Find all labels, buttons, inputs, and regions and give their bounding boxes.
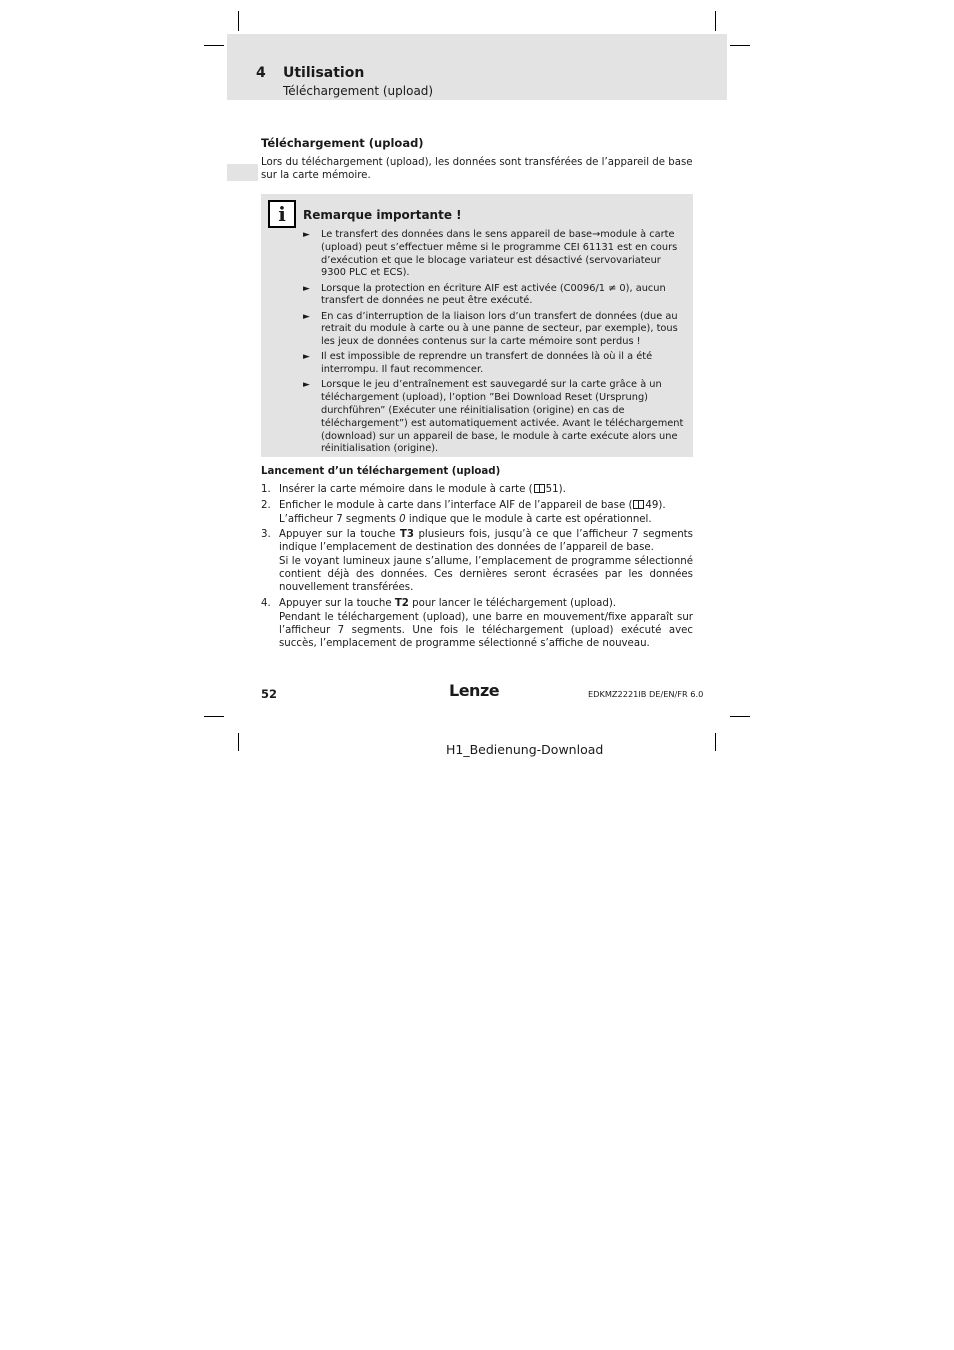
list-item: ► Le transfert des données dans le sens appareil de base→module à carte (upload) peut s’effectuer même si le programme CEI 61131 est en cours d’exécution et que le blocage variateur est désactivé (servovariateur 9300 PLC et ECS). — [303, 229, 678, 279]
lenze-logo: Lenze — [449, 681, 500, 700]
book-reference-icon — [534, 484, 545, 493]
crop-mark — [238, 733, 239, 751]
note-bullet-list — [303, 229, 685, 459]
chapter-subtitle: Téléchargement (upload) — [283, 84, 434, 98]
info-i-icon: i — [268, 200, 296, 228]
list-item: 2. Enficher le module à carte dans l’interface AIF de l’appareil de base ( 49). L’afficheur 7 segments 0 indique que le module à carte est opérationnel. — [261, 499, 666, 525]
file-name: H1_Bedienung-Download — [446, 742, 604, 757]
bullet-arrow-icon: ► — [303, 380, 310, 391]
crop-mark — [715, 733, 716, 751]
crop-mark — [715, 11, 716, 31]
list-item: ► Il est impossible de reprendre un transfert de données là où il a été interrompu. Il faut recommencer. — [303, 351, 653, 376]
bullet-arrow-icon: ► — [303, 311, 310, 322]
list-item: ► Lorsque la protection en écriture AIF est activée (C0096/1 ≠ 0), aucun transfert de données ne peut être exécuté. — [303, 282, 666, 307]
list-item: 3. Appuyer sur la touche T3 plusieurs fois, jusqu’à ce que l’afficheur 7 segments indique l’emplacement de destination des données de l’appareil de base. Si le voyant lumineux jaune s’allume, l’emplacement de programme sélectionné contient déjà des données. Ces dernières seront écrasées par les données nouvellement transférées. — [261, 529, 693, 593]
section-title: Téléchargement (upload) — [261, 136, 424, 150]
crop-mark — [204, 45, 224, 46]
list-item: 1. Insérer la carte mémoire dans le module à carte ( 51). — [261, 484, 566, 495]
page-reference[interactable]: 51 — [545, 484, 559, 495]
section-intro: Lors du téléchargement (upload), les données sont transférées de l’appareil de base sur la carte mémoire. — [261, 157, 693, 181]
side-tab-marker — [227, 164, 258, 181]
procedure-steps — [261, 483, 693, 652]
page-number: 52 — [261, 687, 278, 701]
bullet-arrow-icon: ► — [303, 230, 310, 240]
list-item: 4. Appuyer sur la touche T2 pour lancer le téléchargement (upload). Pendant le téléchargement (upload), une barre en mouvement/fixe apparaît sur l’afficheur 7 segments. Une fois le téléchargement (upload) exécuté avec succès, l’emplacement de programme sélectionné s’affiche de nouveau. — [261, 597, 693, 649]
crop-mark — [238, 11, 239, 31]
crop-mark — [204, 716, 224, 717]
seven-segment-symbol: 0 — [399, 513, 406, 525]
note-title: Remarque importante ! — [303, 208, 462, 222]
crop-mark — [730, 45, 750, 46]
crop-mark — [730, 716, 750, 717]
list-item: ► Lorsque le jeu d’entraînement est sauvegardé sur la carte grâce à un téléchargement (upload), l’option ”Bei Download Reset (Ursprung) durchführen” (Exécuter une réinitialisation (origine) en cas de téléchargement”) est automatiquement activée. Avant le téléchargement (download) sur un appareil de base, le module à carte exécute alors une réinitialisation (origine). — [303, 379, 684, 455]
procedure-title: Lancement d’un téléchargement (upload) — [261, 466, 501, 477]
chapter-title: Utilisation — [283, 65, 365, 81]
chapter-number: 4 — [256, 65, 266, 81]
book-reference-icon — [633, 500, 644, 509]
key-label: T3 — [399, 529, 414, 540]
document-code: EDKMZ2221IB DE/EN/FR 6.0 — [588, 689, 704, 699]
page-reference[interactable]: 49 — [645, 499, 659, 511]
list-item: ► En cas d’interruption de la liaison lors d’un transfert de données (due au retrait du module à carte ou à une panne de secteur, par exemple), tous les jeux de données contenus sur la carte mémoire sont perdus ! — [303, 310, 678, 348]
key-label: T2 — [394, 597, 409, 609]
bullet-arrow-icon: ► — [303, 352, 310, 363]
bullet-arrow-icon: ► — [303, 283, 310, 294]
